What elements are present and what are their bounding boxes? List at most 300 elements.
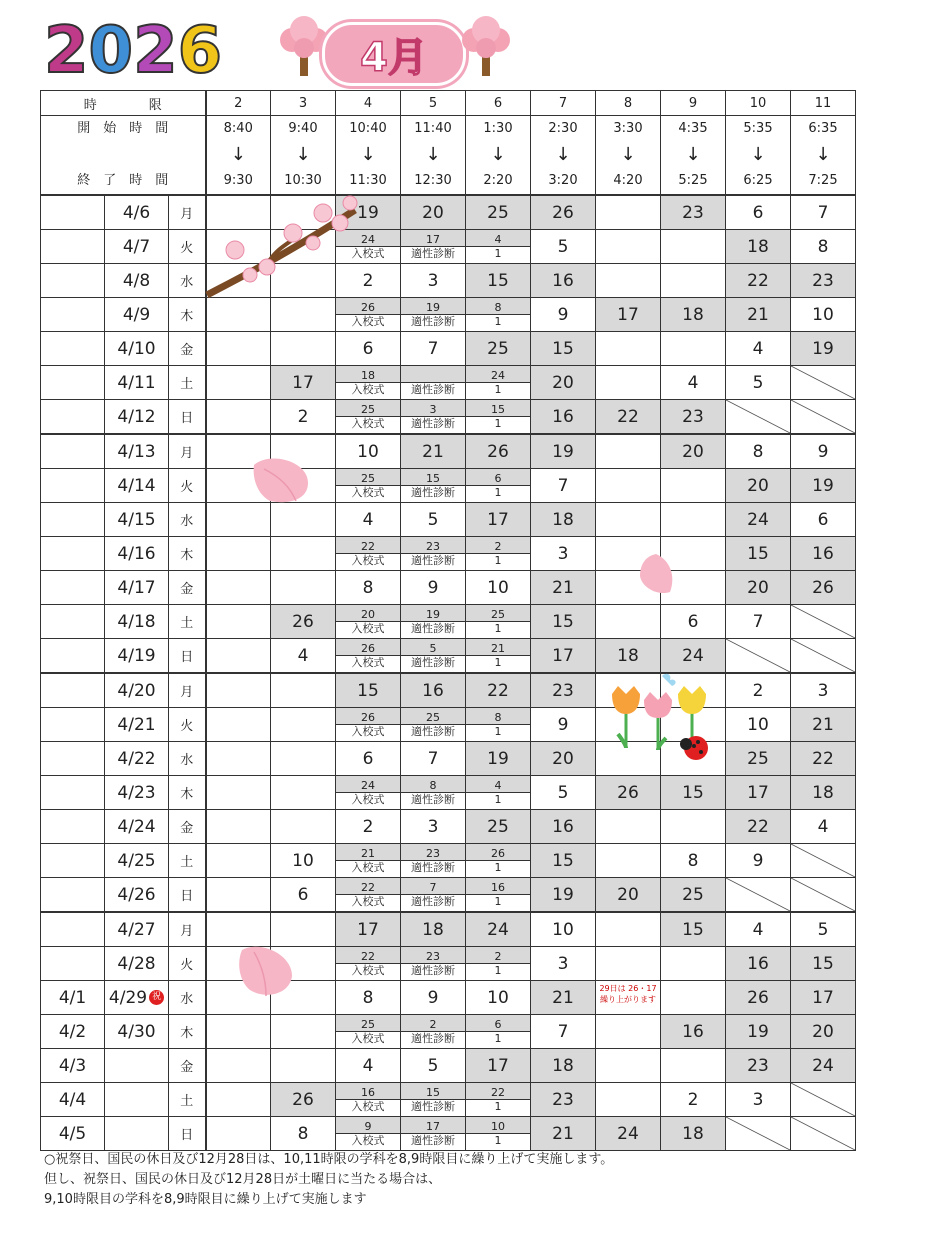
stack-number: 17	[401, 230, 465, 247]
arrow-down-icon: ↓	[620, 144, 636, 165]
arrow-down-icon: ↓	[360, 144, 376, 165]
class-cell	[206, 332, 271, 366]
date-cell	[105, 503, 169, 537]
period-time	[206, 116, 271, 196]
date-cell-alt	[41, 742, 105, 776]
class-cell: 4	[336, 1049, 401, 1083]
class-cell	[271, 298, 336, 332]
class-cell: 17	[791, 981, 856, 1015]
class-cell	[661, 503, 726, 537]
class-cell: 2	[336, 264, 401, 298]
footer-line: 但し、祝祭日、国民の休日及び12月28日が土曜日に当たる場合は、	[44, 1172, 442, 1187]
stack-number: 6	[466, 1015, 530, 1032]
class-cell: 22	[791, 742, 856, 776]
class-cell: 21	[531, 981, 596, 1015]
class-cell	[206, 1083, 271, 1117]
arrow-down-icon: ↓	[425, 144, 441, 165]
stack-sub: 1	[466, 383, 530, 399]
date-cell-alt	[41, 332, 105, 366]
class-cell	[271, 947, 336, 981]
date-label: 4/18	[117, 611, 156, 632]
weekday-cell: 水	[169, 503, 206, 537]
event-label: 適性診断	[401, 964, 465, 980]
start-time: 8:40	[223, 121, 253, 136]
date-cell	[105, 776, 169, 810]
class-cell: 26	[271, 605, 336, 639]
class-cell: 8	[271, 1117, 336, 1151]
class-cell	[466, 298, 531, 332]
class-cell: 2	[661, 1083, 726, 1117]
table-row	[41, 605, 856, 639]
weekday-cell: 火	[169, 230, 206, 264]
class-cell: 6	[336, 742, 401, 776]
date-label: 4/6	[122, 202, 151, 223]
class-cell	[661, 981, 726, 1015]
class-cell: 25	[661, 878, 726, 913]
end-time: 2:20	[483, 173, 513, 188]
date-label: 4/7	[122, 236, 151, 257]
class-cell: 6	[271, 878, 336, 913]
stack-number: 22	[336, 878, 400, 895]
weekday-cell: 日	[169, 400, 206, 435]
class-cell: 23	[661, 195, 726, 230]
class-cell: 6	[661, 605, 726, 639]
period-header-row	[41, 91, 856, 116]
class-cell: 3	[531, 537, 596, 571]
weekday-cell: 日	[169, 878, 206, 913]
diagonal-slash	[726, 639, 790, 672]
diagonal-slash	[791, 605, 855, 638]
date-cell-alt	[41, 639, 105, 674]
class-cell	[271, 332, 336, 366]
date-cell	[105, 264, 169, 298]
event-label: 入校式	[336, 247, 400, 263]
table-row	[41, 230, 856, 264]
class-cell	[791, 639, 856, 674]
class-cell	[336, 537, 401, 571]
class-cell	[271, 810, 336, 844]
table-row	[41, 1083, 856, 1117]
table-row	[41, 639, 856, 674]
end-label: 終 了 時 間	[77, 173, 169, 188]
class-cell	[596, 264, 661, 298]
table-row	[41, 195, 856, 230]
class-cell	[466, 230, 531, 264]
stack-number: 23	[401, 537, 465, 554]
stack-number: 9	[336, 1117, 400, 1134]
stack-number: 21	[336, 844, 400, 861]
table-row	[41, 332, 856, 366]
weekday-cell: 日	[169, 639, 206, 674]
period-time	[791, 116, 856, 196]
class-cell	[271, 264, 336, 298]
date-cell	[105, 605, 169, 639]
class-cell	[271, 503, 336, 537]
stack-number: 2	[466, 537, 530, 554]
date-label: 4/20	[117, 680, 156, 701]
end-time: 4:20	[613, 173, 643, 188]
stack-number: 2	[401, 1015, 465, 1032]
stack-number: 26	[336, 639, 400, 656]
weekday-cell: 金	[169, 571, 206, 605]
year-digit: 2	[133, 14, 176, 88]
class-cell	[336, 776, 401, 810]
class-cell: 2	[271, 400, 336, 435]
shift-note: 29日は 26・17 繰り上がります	[599, 984, 657, 1004]
period-number: 8	[596, 91, 661, 116]
class-cell: 17	[531, 639, 596, 674]
date-label: 4/21	[117, 714, 156, 735]
class-cell: 18	[791, 776, 856, 810]
class-cell	[206, 981, 271, 1015]
table-row	[41, 537, 856, 571]
month-badge	[322, 22, 466, 86]
event-label: 適性診断	[401, 486, 465, 502]
table-row	[41, 844, 856, 878]
class-cell	[206, 673, 271, 708]
stack-number: 26	[336, 298, 400, 315]
period-header-label: 時 限	[41, 91, 206, 116]
class-cell: 20	[401, 195, 466, 230]
class-cell	[466, 1117, 531, 1151]
table-row	[41, 776, 856, 810]
class-cell	[596, 434, 661, 469]
class-cell: 26	[726, 981, 791, 1015]
class-cell	[206, 947, 271, 981]
class-cell: 26	[466, 434, 531, 469]
class-cell	[401, 947, 466, 981]
date-cell	[105, 571, 169, 605]
class-cell: 17	[336, 912, 401, 947]
class-cell: 15	[661, 776, 726, 810]
class-cell	[661, 1049, 726, 1083]
class-cell	[661, 332, 726, 366]
class-cell	[466, 878, 531, 913]
class-cell: 18	[531, 1049, 596, 1083]
class-cell: 18	[401, 912, 466, 947]
class-cell	[336, 230, 401, 264]
class-cell: 20	[596, 878, 661, 913]
class-cell: 5	[791, 912, 856, 947]
class-cell: 15	[531, 332, 596, 366]
class-cell: 25	[726, 742, 791, 776]
class-cell: 4	[726, 912, 791, 947]
diagonal-slash	[726, 878, 790, 911]
stack-number: 25	[336, 1015, 400, 1032]
class-cell: 15	[336, 673, 401, 708]
class-cell	[206, 639, 271, 674]
class-cell: 5	[531, 230, 596, 264]
stack-number: 4	[466, 230, 530, 247]
stack-number: 20	[336, 605, 400, 622]
stack-number: 6	[466, 469, 530, 486]
date-cell	[105, 230, 169, 264]
class-cell: 9	[401, 981, 466, 1015]
table-row	[41, 878, 856, 913]
date-cell	[105, 298, 169, 332]
date-label: 4/19	[117, 645, 156, 666]
end-time: 5:25	[678, 173, 708, 188]
class-cell: 26	[791, 571, 856, 605]
class-cell: 19	[531, 878, 596, 913]
stack-sub: 1	[466, 486, 530, 502]
class-cell	[206, 434, 271, 469]
class-cell: 16	[726, 947, 791, 981]
date-cell	[105, 947, 169, 981]
class-cell	[271, 742, 336, 776]
class-cell	[336, 1083, 401, 1117]
arrow-down-icon: ↓	[295, 144, 311, 165]
start-time: 9:40	[288, 121, 318, 136]
class-cell	[466, 400, 531, 435]
date-label: 4/25	[117, 850, 156, 871]
date-cell-alt	[41, 264, 105, 298]
class-cell	[271, 708, 336, 742]
class-cell: 19	[336, 195, 401, 230]
date-label: 4/16	[117, 543, 156, 564]
class-cell	[596, 1015, 661, 1049]
class-cell: 22	[466, 673, 531, 708]
class-cell	[271, 776, 336, 810]
date-label: 4/14	[117, 475, 156, 496]
class-cell: 4	[791, 810, 856, 844]
date-cell-alt	[41, 810, 105, 844]
class-cell: 6	[726, 195, 791, 230]
stack-number: 5	[401, 639, 465, 656]
date-label: 4/12	[117, 406, 156, 427]
class-cell	[206, 264, 271, 298]
class-cell: 26	[531, 195, 596, 230]
class-cell	[271, 469, 336, 503]
class-cell	[206, 912, 271, 947]
class-cell	[401, 708, 466, 742]
class-cell	[401, 298, 466, 332]
stack-number: 16	[336, 1083, 400, 1100]
date-cell-alt: 4/5	[41, 1117, 105, 1151]
date-cell-alt	[41, 844, 105, 878]
table-row	[41, 571, 856, 605]
diagonal-slash	[791, 1117, 855, 1150]
class-cell	[206, 230, 271, 264]
class-cell: 9	[791, 434, 856, 469]
class-cell: 16	[791, 537, 856, 571]
event-label: 入校式	[336, 1134, 400, 1150]
stack-number: 24	[466, 366, 530, 383]
event-label: 入校式	[336, 656, 400, 672]
stack-number	[401, 366, 465, 383]
class-cell: 15	[466, 264, 531, 298]
weekday-cell: 金	[169, 1049, 206, 1083]
period-time	[271, 116, 336, 196]
class-cell	[661, 469, 726, 503]
class-cell	[206, 503, 271, 537]
event-label: 適性診断	[401, 315, 465, 331]
class-cell	[336, 639, 401, 674]
date-label: 4/29	[108, 987, 148, 1008]
weekday-cell: 月	[169, 195, 206, 230]
event-label: 適性診断	[401, 383, 465, 399]
table-row	[41, 1117, 856, 1151]
class-cell: 15	[791, 947, 856, 981]
weekday-cell: 水	[169, 981, 206, 1015]
class-cell	[791, 1117, 856, 1151]
class-cell	[661, 947, 726, 981]
class-cell: 10	[271, 844, 336, 878]
class-cell: 23	[531, 673, 596, 708]
start-time: 4:35	[678, 121, 708, 136]
event-label: 適性診断	[401, 247, 465, 263]
time-labels	[41, 116, 206, 196]
class-cell: 6	[336, 332, 401, 366]
date-cell	[105, 878, 169, 913]
event-label: 入校式	[336, 554, 400, 570]
footer-notes	[44, 1150, 613, 1210]
date-label: 4/9	[122, 304, 151, 325]
period-number: 3	[271, 91, 336, 116]
date-cell	[105, 400, 169, 435]
class-cell	[401, 400, 466, 435]
weekday-cell: 月	[169, 912, 206, 947]
event-label: 入校式	[336, 383, 400, 399]
class-cell	[791, 366, 856, 400]
weekday-cell: 土	[169, 366, 206, 400]
event-label: 適性診断	[401, 554, 465, 570]
date-cell-alt	[41, 400, 105, 435]
weekday-cell: 水	[169, 264, 206, 298]
class-cell: 6	[791, 503, 856, 537]
stack-number: 8	[401, 776, 465, 793]
class-cell	[661, 810, 726, 844]
table-row	[41, 981, 856, 1015]
stack-sub: 1	[466, 725, 530, 741]
stack-sub: 1	[466, 417, 530, 433]
class-cell: 17	[466, 503, 531, 537]
date-cell	[105, 742, 169, 776]
stack-number: 23	[401, 947, 465, 964]
class-cell: 8	[661, 844, 726, 878]
date-cell-alt	[41, 298, 105, 332]
period-time	[596, 116, 661, 196]
class-cell	[596, 844, 661, 878]
stack-sub: 1	[466, 554, 530, 570]
date-label: 4/23	[117, 782, 156, 803]
class-cell: 17	[596, 298, 661, 332]
timetable	[40, 90, 856, 1151]
date-cell	[105, 332, 169, 366]
table-row	[41, 673, 856, 708]
diagonal-slash	[726, 1117, 790, 1150]
class-cell	[596, 195, 661, 230]
class-cell: 16	[661, 1015, 726, 1049]
class-cell	[466, 469, 531, 503]
event-label: 入校式	[336, 895, 400, 911]
year-digit: 6	[177, 14, 221, 88]
class-cell: 21	[791, 708, 856, 742]
event-label: 適性診断	[401, 725, 465, 741]
stack-number: 10	[466, 1117, 530, 1134]
weekday-cell: 土	[169, 844, 206, 878]
class-cell	[596, 1083, 661, 1117]
class-cell	[791, 1083, 856, 1117]
end-time: 3:20	[548, 173, 578, 188]
class-cell: 18	[596, 639, 661, 674]
class-cell: 21	[726, 298, 791, 332]
stack-number: 2	[466, 947, 530, 964]
class-cell: 7	[726, 605, 791, 639]
stack-sub: 1	[466, 1032, 530, 1048]
class-cell	[336, 844, 401, 878]
date-cell-alt	[41, 912, 105, 947]
class-cell: 3	[791, 673, 856, 708]
event-label: 適性診断	[401, 417, 465, 433]
class-cell	[596, 537, 661, 571]
class-cell	[401, 1015, 466, 1049]
class-cell	[791, 400, 856, 435]
start-time: 10:40	[349, 121, 387, 136]
class-cell: 9	[531, 298, 596, 332]
date-cell	[105, 673, 169, 708]
class-cell	[336, 1015, 401, 1049]
class-cell	[596, 673, 661, 708]
class-cell: 4	[336, 503, 401, 537]
class-cell	[596, 332, 661, 366]
class-cell: 5	[401, 503, 466, 537]
class-cell	[466, 708, 531, 742]
period-number: 11	[791, 91, 856, 116]
class-cell: 7	[401, 332, 466, 366]
date-label: 4/28	[117, 953, 156, 974]
year-title	[44, 14, 221, 88]
table-row	[41, 742, 856, 776]
class-cell	[271, 981, 336, 1015]
diagonal-slash	[791, 1083, 855, 1116]
table-row	[41, 264, 856, 298]
stack-number: 8	[466, 708, 530, 725]
class-cell: 2	[336, 810, 401, 844]
class-cell: 23	[661, 400, 726, 435]
class-cell: 5	[401, 1049, 466, 1083]
class-cell: 20	[726, 469, 791, 503]
class-cell	[271, 230, 336, 264]
class-cell: 15	[726, 537, 791, 571]
stack-sub: 1	[466, 315, 530, 331]
date-label: 4/30	[117, 1021, 156, 1042]
cherry-tree-icon	[460, 14, 512, 80]
class-cell: 19	[726, 1015, 791, 1049]
event-label: 入校式	[336, 486, 400, 502]
arrow-down-icon: ↓	[230, 144, 246, 165]
class-cell	[206, 810, 271, 844]
diagonal-slash	[791, 400, 855, 433]
diagonal-slash	[791, 844, 855, 877]
period-time	[401, 116, 466, 196]
class-cell	[271, 1015, 336, 1049]
class-cell	[596, 230, 661, 264]
event-label: 入校式	[336, 315, 400, 331]
weekday-cell: 月	[169, 434, 206, 469]
class-cell: 23	[726, 1049, 791, 1083]
arrow-down-icon: ↓	[490, 144, 506, 165]
class-cell	[271, 571, 336, 605]
class-cell: 17	[466, 1049, 531, 1083]
date-cell-alt	[41, 537, 105, 571]
class-cell	[206, 1015, 271, 1049]
table-row	[41, 400, 856, 435]
class-cell	[206, 844, 271, 878]
class-cell: 16	[531, 810, 596, 844]
class-cell	[336, 1117, 401, 1151]
class-cell: 25	[466, 332, 531, 366]
